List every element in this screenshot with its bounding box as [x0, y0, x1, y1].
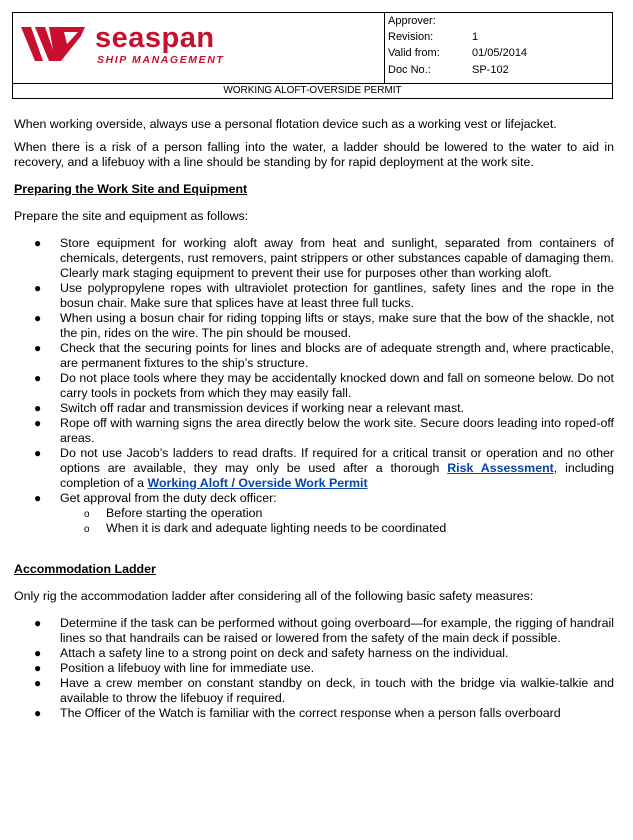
bullet-icon: ●	[34, 616, 42, 630]
document-title: WORKING ALOFT-OVERSIDE PERMIT	[13, 83, 612, 98]
bullet-icon: ●	[34, 401, 42, 415]
sub-list	[60, 506, 614, 536]
bullet-icon: ●	[34, 646, 42, 660]
sub-list-item: o Before starting the operation	[84, 506, 263, 520]
meta-valid-from: Valid from: 01/05/2014	[388, 47, 528, 59]
seaspan-logo-icon	[21, 27, 89, 61]
list-item: ● Switch off radar and transmission devices if working near a relevant mast.	[34, 401, 465, 415]
circle-bullet-icon: o	[84, 509, 90, 520]
list-item: ● Rope off with warning signs the area directly below the work site. Secure doors leading into roped-off areas.	[34, 416, 614, 445]
section-lead: Prepare the site and equipment as follows:	[14, 209, 249, 223]
section-heading: Accommodation Ladder	[14, 562, 156, 576]
logo-tagline: SHIP MANAGEMENT	[97, 54, 225, 66]
bullet-icon: ●	[34, 236, 42, 250]
bullet-list	[14, 616, 614, 721]
bullet-icon: ●	[34, 706, 42, 720]
bullet-icon: ●	[34, 311, 42, 325]
bullet-list	[14, 236, 614, 536]
list-item: ● Do not place tools where they may be accidentally knocked down and fall on someone below. Do not carry tools in pockets from which they may easily fall.	[34, 371, 614, 400]
risk-assessment-link[interactable]: Risk Assessment	[447, 461, 554, 475]
bullet-icon: ●	[34, 676, 42, 690]
bullet-icon: ●	[34, 661, 42, 675]
document-header	[12, 12, 613, 99]
section-lead: Only rig the accommodation ladder after considering all of the following basic safety measures:	[14, 589, 534, 603]
list-item: ● Have a crew member on constant standby on deck, in touch with the bridge via walkie-talkie and available to throw the lifebuoy if required.	[34, 676, 614, 705]
sub-list-item: o When it is dark and adequate lighting needs to be coordinated	[84, 521, 447, 535]
list-item: ● Check that the securing points for lines and blocks are of adequate strength and, where practicable, are permanent fixtures to the ship’s structure.	[34, 341, 614, 370]
circle-bullet-icon: o	[84, 524, 90, 535]
list-item: ● Use polypropylene ropes with ultraviolet protection for gantlines, safety lines and the rope in the bosun chair. Make sure that splices have at least three full tucks.	[34, 281, 614, 310]
list-item: ● Position a lifebuoy with line for immediate use.	[34, 661, 315, 675]
logo-cell	[13, 13, 385, 83]
document-meta	[385, 13, 612, 83]
list-item: ● Do not use Jacob’s ladders to read drafts. If required for a critical transit or operation and no other options are available, they may only be used after a thorough Risk Assessment, including completion of a Working Aloft / Overside Work Permit	[34, 446, 614, 490]
bullet-icon: ●	[34, 281, 42, 295]
intro-paragraph: When there is a risk of a person falling into the water, a ladder should be lowered to the water to aid in recovery, and a lifebuoy with a line should be standing by for rapid deployment at the work site.	[14, 140, 614, 169]
list-item: ● Determine if the task can be performed without going overboard—for example, the rigging of handrail lines so that handrails can be raised or lowered from the safety of the main deck if possible.	[34, 616, 614, 645]
meta-approver: Approver:	[388, 15, 436, 27]
bullet-icon: ●	[34, 416, 42, 430]
list-item: ● Store equipment for working aloft away from heat and sunlight, separated from containers of chemicals, detergents, rust removers, paint strippers or other substances capable of damaging them. Clearly mark staging equipment to prevent their use for purposes other than working aloft.	[34, 236, 614, 280]
intro-paragraph: When working overside, always use a personal flotation device such as a working vest or lifejacket.	[14, 117, 557, 131]
work-permit-link[interactable]: Working Aloft / Overside Work Permit	[147, 476, 368, 490]
list-item: ● Attach a safety line to a strong point on deck and safety harness on the individual.	[34, 646, 509, 660]
meta-revision: Revision: 1	[388, 31, 479, 43]
bullet-icon: ●	[34, 371, 42, 385]
logo-name: seaspan	[95, 22, 215, 54]
meta-doc-no: Doc No.: SP-102	[388, 64, 509, 76]
bullet-icon: ●	[34, 491, 42, 505]
bullet-icon: ●	[34, 341, 42, 355]
list-item: ● Get approval from the duty deck officer: o Before starting the operation o When it is dark and adequate lighting needs to be coordinated	[14, 491, 614, 536]
document-body	[14, 117, 614, 721]
list-item: ● The Officer of the Watch is familiar with the correct response when a person falls overboard	[34, 706, 561, 720]
bullet-icon: ●	[34, 446, 42, 460]
section-heading: Preparing the Work Site and Equipment	[14, 182, 248, 196]
list-item: ● When using a bosun chair for riding topping lifts or stays, make sure that the bow of the shackle, not the pin, rides on the wire. The pin should be moused.	[34, 311, 614, 340]
